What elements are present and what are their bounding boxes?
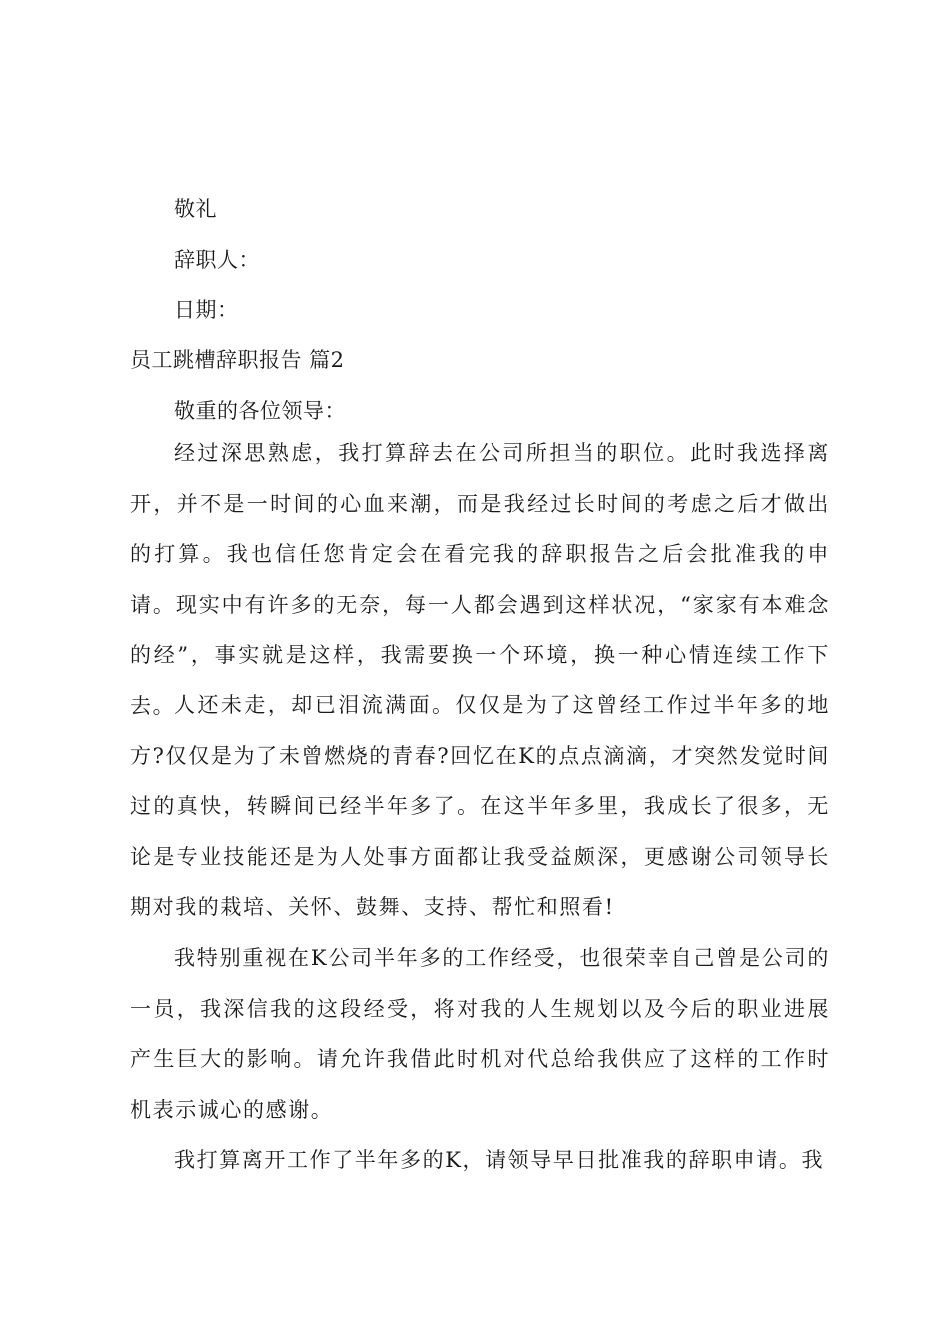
paragraph-1: 经过深思熟虑，我打算辞去在公司所担当的职位。此时我选择离开，并不是一时间的心血来潮，而是我经过长时间的考虑之后才做出的打算。我也信任您肯定会在看完我的辞职报告之后会批准我的申请。现实中有许多的无奈，每一人都会遇到这样状况，“家家有本难念的经”，事实就是这样，我需要换一个环境，换一种心情连续工作下去。 [130,441,830,718]
paragraph-4: 我打算离开工作了半年多的K，请领导早日批准我的辞职申请。我 [174,1148,825,1172]
greeting: 敬重的各位领导： [174,399,346,423]
closing-salute: 敬礼 [174,197,217,221]
date-label: 日期： [174,298,239,322]
resigner-label: 辞职人： [174,248,260,272]
section-title: 员工跳槽辞职报告 篇2 [130,348,345,372]
paragraph-3: 我特别重视在K公司半年多的工作经受，也很荣幸自己曾是公司的一员，我深信我的这段经受，将对我的人生规划以及今后的职业进展产生巨大的影响。请允许我借此时机对代总给我供应了这样的工作时机表示诚心的感谢。 [130,946,830,1122]
paragraph-2: 人还未走，却已泪流满面。仅仅是为了这曾经工作过半年多的地方?仅仅是为了未曾燃烧的青春?回忆在K的点点滴滴，才突然发觉时间过的真快，转瞬间已经半年多了。在这半年多里，我成长了很多，无论是专业技能还是为人处事方面都让我受益颇深，更感谢公司领导长期对我的栽培、关怀、鼓舞、支持、帮忙和照看! [130,693,830,919]
